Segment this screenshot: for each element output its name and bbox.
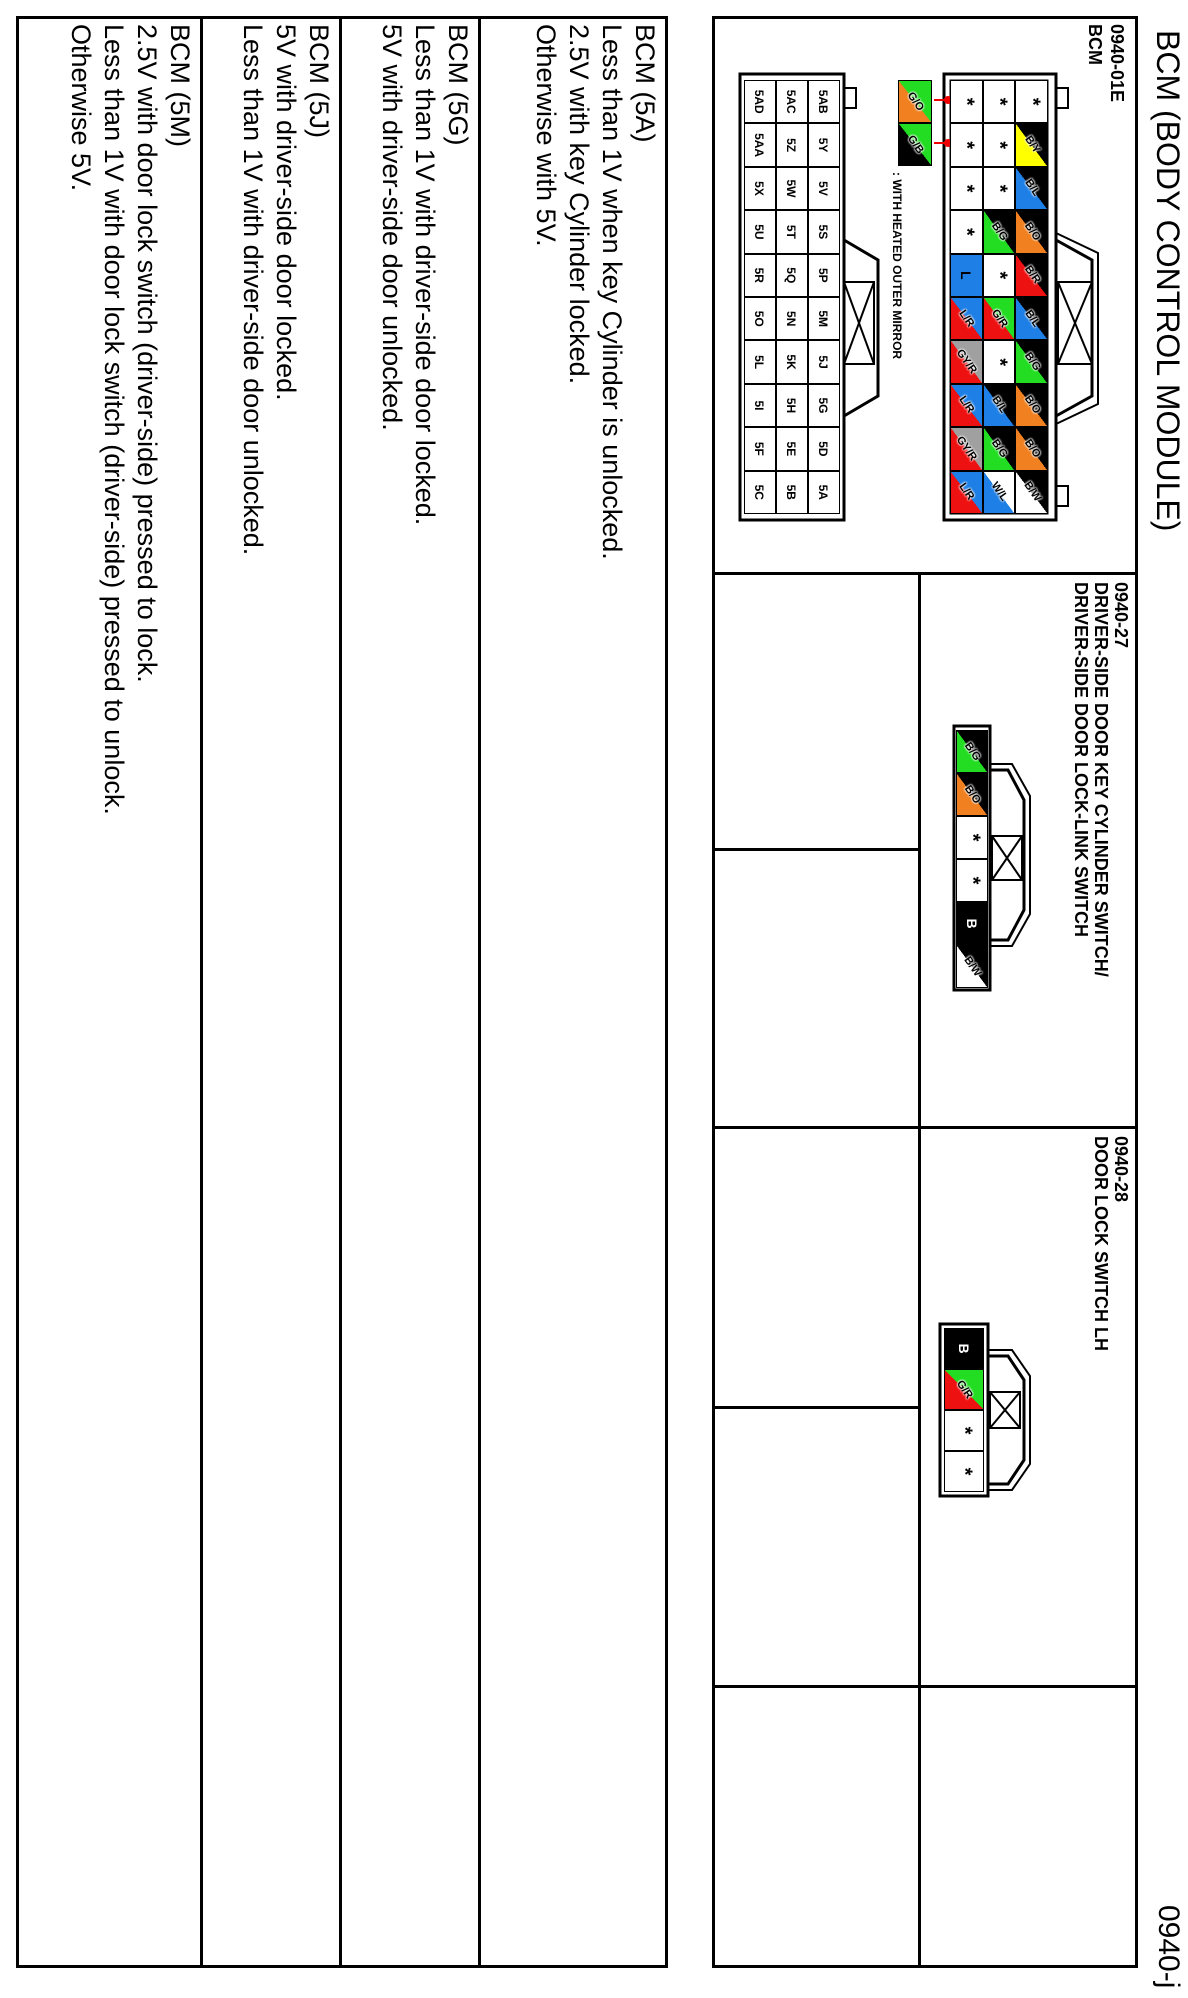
description-line: Less than 1V when key Cylinder is unlocked.	[597, 24, 627, 560]
pin	[983, 427, 1016, 470]
pin-id: 5Y	[808, 123, 840, 166]
unused-pin-mark: *	[988, 271, 1011, 280]
pin-color-label: B/O	[961, 782, 983, 806]
pin-color-label: B/W	[1021, 479, 1044, 505]
pin-id: 5J	[808, 340, 840, 383]
pin	[950, 80, 983, 123]
pin	[1015, 384, 1048, 427]
bcm-pin-grid	[950, 80, 1048, 514]
pin	[956, 730, 988, 773]
pin-id: 5Z	[776, 123, 808, 166]
unused-pin-mark: *	[955, 141, 978, 149]
pin	[898, 123, 932, 166]
c28-pin-row	[944, 1328, 984, 1492]
pin-id: 5O	[744, 297, 776, 340]
pin-color-label: L/R	[956, 394, 977, 416]
pin-id: 5S	[808, 210, 840, 253]
pin-color-label: L/R	[956, 307, 977, 330]
pin-id: 5N	[776, 297, 808, 340]
pin	[1015, 340, 1048, 383]
pin	[950, 254, 983, 297]
pin-color-label: G/B	[904, 132, 926, 156]
connector-code: 0940-28	[1111, 1136, 1131, 1203]
pin-id: 5K	[776, 340, 808, 383]
pin-color-label: B/L	[1022, 177, 1043, 199]
table-divider	[339, 16, 342, 1968]
pin-color-label: B/O	[1021, 220, 1043, 244]
legend	[898, 80, 932, 170]
pin-color-label: G/O	[904, 89, 927, 113]
page-title: BCM (BODY CONTROL MODULE)	[1150, 30, 1186, 532]
pin	[1015, 297, 1048, 340]
unused-pin-mark: *	[988, 141, 1011, 149]
description-line: 2.5V with door lock switch (driver-side) pressed to lock.	[132, 24, 162, 683]
pin-id: 5AD	[744, 80, 776, 123]
c27-pin-row	[956, 730, 988, 988]
description-line: 5V with driver-side door unlocked.	[377, 24, 407, 431]
pin-color-label: W/L	[988, 480, 1011, 504]
unused-pin-mark: *	[961, 876, 984, 885]
legend-text: : WITH HEATED OUTER MIRROR	[890, 172, 904, 360]
pin-color-label: B/W	[961, 954, 984, 979]
unused-pin-mark: *	[955, 97, 978, 106]
pin	[983, 340, 1016, 383]
pin	[1015, 167, 1048, 210]
pin-id: 5T	[776, 210, 808, 253]
connector-code: 0940-27	[1111, 582, 1131, 649]
pin-id: 5B	[776, 471, 808, 514]
unused-pin-mark: *	[988, 358, 1011, 366]
pin-color-label: G/R	[953, 1377, 975, 1401]
pin	[1015, 427, 1048, 470]
connector-name: DRIVER-SIDE DOOR LOCK-LINK SWITCH	[1071, 582, 1091, 937]
pin	[956, 859, 988, 902]
pin-color-label: B/G	[988, 220, 1010, 244]
pin-color-label: B/G	[1021, 350, 1043, 374]
pin-color-label: L/R	[956, 481, 977, 503]
pin	[898, 80, 932, 123]
pin	[983, 471, 1016, 514]
pin-id: 5C	[744, 471, 776, 514]
connector-name: BCM	[1085, 24, 1105, 65]
connector-code: 0940-01E	[1107, 24, 1127, 103]
description-title: BCM (5J)	[304, 24, 334, 138]
pin	[1015, 80, 1048, 123]
pin	[956, 945, 988, 988]
pin	[983, 123, 1016, 166]
description-line: Otherwise 5V.	[66, 24, 96, 192]
pin-id: 5D	[808, 427, 840, 470]
pin-id: 5R	[744, 254, 776, 297]
pin	[944, 1410, 984, 1451]
pin-id: 5F	[744, 427, 776, 470]
pin	[950, 123, 983, 166]
bcm-pin-id-grid	[744, 80, 840, 514]
pin	[944, 1328, 984, 1369]
pin	[983, 384, 1016, 427]
pin	[956, 773, 988, 816]
table-divider	[478, 16, 481, 1968]
unused-pin-mark: *	[955, 184, 978, 193]
pin	[950, 471, 983, 514]
pin	[983, 254, 1016, 297]
pin-id: 5Q	[776, 254, 808, 297]
pin	[1015, 123, 1048, 166]
pin	[1015, 471, 1048, 514]
pin	[1015, 210, 1048, 253]
description-row-5j	[236, 24, 335, 555]
description-row-5a	[529, 24, 661, 560]
page-id: 0940-j	[1152, 1905, 1185, 1989]
connector-name: DRIVER-SIDE DOOR KEY CYLINDER SWITCH/	[1091, 582, 1111, 977]
pin	[950, 340, 983, 383]
connector-name: DOOR LOCK SWITCH LH	[1091, 1136, 1111, 1351]
pin-id: 5H	[776, 384, 808, 427]
pin-color-label: GY/R	[954, 347, 980, 377]
pin-color-label: GY/R	[954, 434, 980, 464]
description-line: Less than 1V with driver-side door unlocked.	[238, 24, 268, 556]
pin-id: 5P	[808, 254, 840, 297]
pin-color-label: G/R	[988, 306, 1010, 330]
unused-pin-mark: *	[953, 1426, 976, 1435]
description-title: BCM (5G)	[443, 24, 473, 146]
pin-id: 5L	[744, 340, 776, 383]
pin-id: 5M	[808, 297, 840, 340]
pin	[950, 297, 983, 340]
pin	[944, 1451, 984, 1492]
pin-color-label: B/L	[1022, 307, 1043, 330]
pin-id: 5AB	[808, 80, 840, 123]
pin-color-label: L	[958, 271, 975, 280]
pin	[1015, 254, 1048, 297]
unused-pin-mark: *	[988, 184, 1011, 193]
pin-id: 5X	[744, 167, 776, 210]
description-title: BCM (5M)	[165, 24, 195, 147]
pin	[983, 167, 1016, 210]
unused-pin-mark: *	[955, 227, 978, 236]
pin	[950, 427, 983, 470]
description-line: Less than 1V with door lock switch (driver-side) pressed to unlock.	[99, 24, 129, 815]
pin	[983, 297, 1016, 340]
pin	[956, 816, 988, 859]
pin-color-label: B/Y	[1021, 133, 1043, 156]
pin	[950, 384, 983, 427]
pin-id: 5AA	[744, 123, 776, 166]
pin-id: 5U	[744, 210, 776, 253]
pin-id: 5E	[776, 427, 808, 470]
pin-id: 5AC	[776, 80, 808, 123]
pin-id: 5A	[808, 471, 840, 514]
pin-color-label: B/O	[1021, 393, 1043, 417]
pin	[944, 1369, 984, 1410]
description-line: 5V with driver-side door locked.	[271, 24, 301, 401]
unused-pin-mark: *	[953, 1467, 976, 1476]
unused-pin-mark: *	[988, 97, 1011, 106]
pin-color-label: B/O	[1021, 437, 1043, 461]
pin	[950, 210, 983, 253]
description-line: Otherwise with 5V.	[531, 24, 561, 247]
pin-id: 5G	[808, 384, 840, 427]
pin-color-label: B	[956, 1343, 972, 1354]
table-divider	[200, 16, 203, 1968]
pin	[983, 210, 1016, 253]
pin-color-label: B	[964, 918, 980, 929]
pin-color-label: B/L	[989, 394, 1010, 416]
description-title: BCM (5A)	[630, 24, 660, 143]
pin-color-label: B/G	[988, 437, 1010, 461]
description-row-5g	[375, 24, 474, 525]
pin	[983, 80, 1016, 123]
pin-id: 5W	[776, 167, 808, 210]
pin	[956, 902, 988, 945]
description-row-5m	[64, 24, 196, 815]
pin-color-label: B/R	[1021, 263, 1043, 287]
pin-id: 5V	[808, 167, 840, 210]
pin-id: 5I	[744, 384, 776, 427]
unused-pin-mark: *	[961, 833, 984, 842]
description-line: Less than 1V with driver-side door locked.	[410, 24, 440, 526]
unused-pin-mark: *	[1021, 97, 1044, 106]
pin	[950, 167, 983, 210]
pin-color-label: B/G	[961, 739, 983, 763]
description-line: 2.5V with key Cylinder locked.	[564, 24, 594, 385]
